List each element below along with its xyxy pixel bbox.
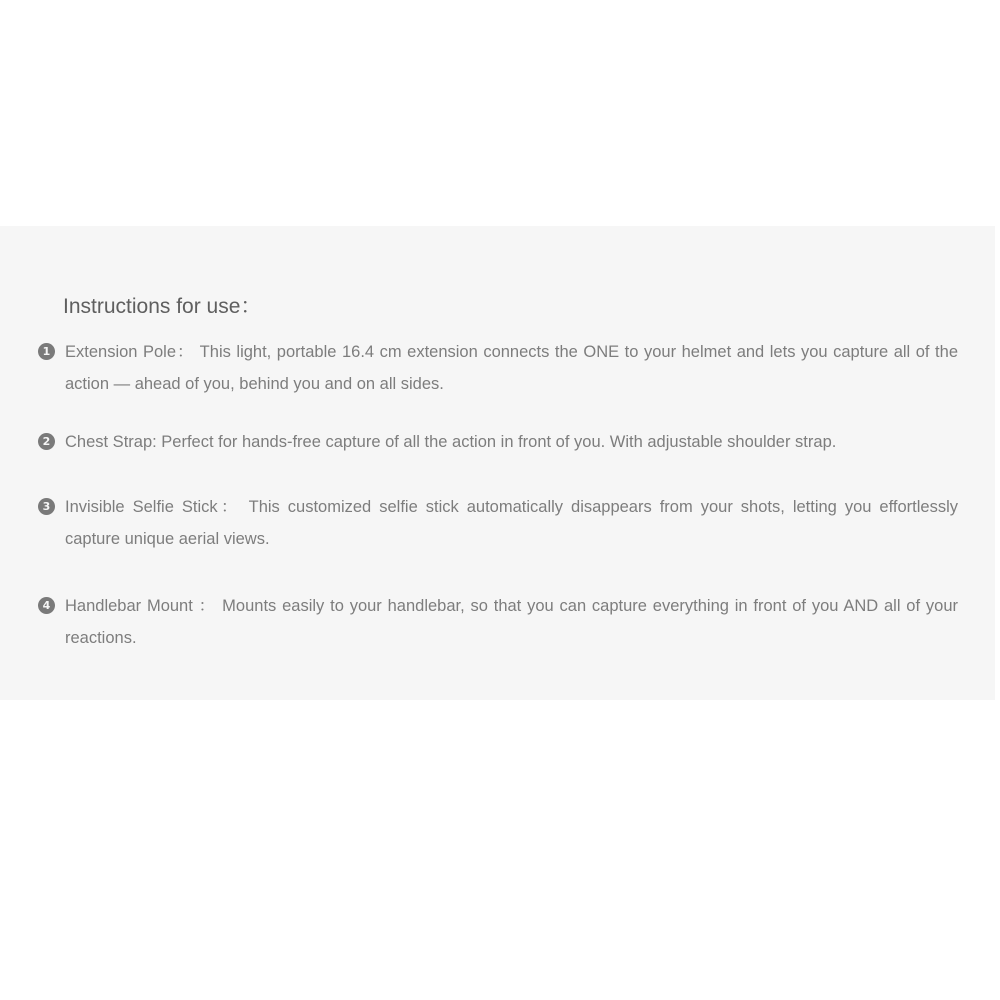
instruction-text: Extension Pole： This light, portable 16.4 cm extension connects the ONE to your helmet and lets you capture all of the action — ahead of you, behind you and on all sides.	[65, 343, 958, 393]
instruction-item-chest-strap	[38, 426, 958, 458]
number-3-bullet-icon: 3	[38, 498, 55, 515]
instruction-text: Chest Strap: Perfect for hands-free capture of all the action in front of you. With adjustable shoulder strap.	[65, 433, 837, 451]
instruction-item-extension-pole	[38, 336, 958, 400]
number-1-bullet-icon: 1	[38, 343, 55, 360]
instructions-title: Instructions for use：	[63, 295, 262, 318]
instruction-item-invisible-selfie-stick	[38, 491, 958, 555]
number-2-bullet-icon: 2	[38, 433, 55, 450]
instruction-text: Handlebar Mount ： Mounts easily to your handlebar, so that you can capture everything in front of you AND all of your reactions.	[65, 597, 958, 647]
instruction-item-handlebar-mount	[38, 590, 958, 654]
number-4-bullet-icon: 4	[38, 597, 55, 614]
instruction-text: Invisible Selfie Stick： This customized selfie stick automatically disappears from your shots, letting you effortlessly capture unique aerial views.	[65, 498, 958, 548]
